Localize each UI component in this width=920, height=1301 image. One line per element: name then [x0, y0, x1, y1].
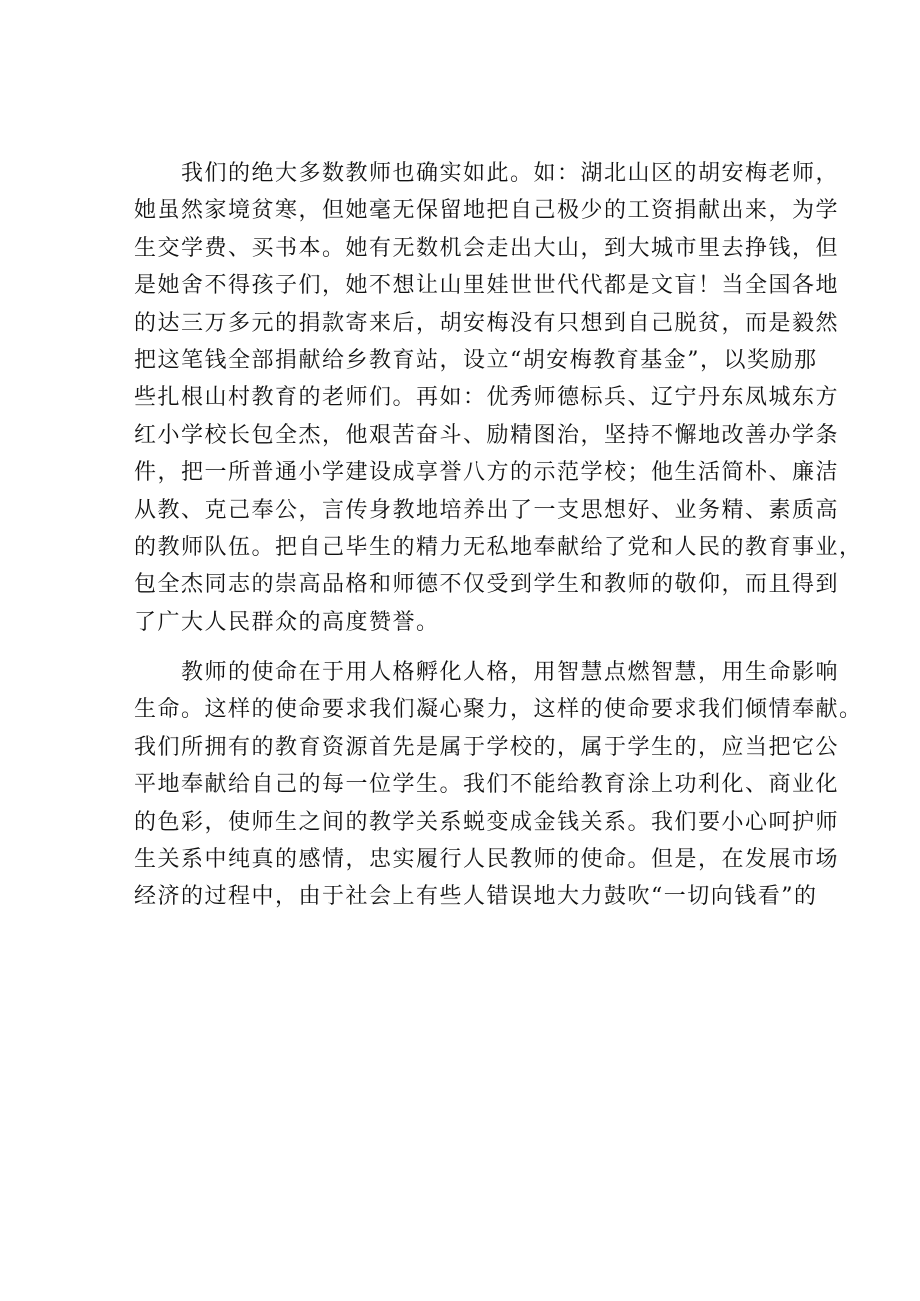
text-line: 件，把一所普通小学建设成享誉八方的示范学校；他生活简朴、廉洁 — [134, 460, 840, 486]
text-line: 把这笔钱全部捐献给乡教育站，设立“胡安梅教育基金”，以奖励那 — [134, 347, 818, 373]
document-body — [134, 155, 863, 916]
text-line: 教师的使命在于用人格孵化人格，用智慧点燃智慧，用生命影响 — [181, 660, 840, 686]
text-line: 红小学校长包全杰，他艰苦奋斗、励精图治，坚持不懈地改善办学条 — [134, 422, 840, 448]
text-line: 她虽然家境贫寒，但她毫无保留地把自己极少的工资捐献出来，为学 — [134, 198, 840, 224]
text-line: 我们的绝大多数教师也确实如此。如：湖北山区的胡安梅老师， — [181, 161, 840, 186]
text-line: 的色彩，使师生之间的教学关系蜕变成金钱关系。我们要小心呵护师 — [134, 809, 840, 835]
paragraph-2 — [134, 654, 863, 916]
text-line: 是她舍不得孩子们，她不想让山里娃世世代代都是文盲！当全国各地 — [134, 273, 840, 299]
text-line: 的达三万多元的捐款寄来后，胡安梅没有只想到自己脱贫，而是毅然 — [134, 310, 840, 336]
text-line: 的教师队伍。把自己毕生的精力无私地奉献给了党和人民的教育事业， — [134, 534, 863, 560]
text-line: 我们所拥有的教育资源首先是属于学校的，属于学生的，应当把它公 — [134, 734, 840, 760]
text-line: 生关系中纯真的感情，忠实履行人民教师的使命。但是，在发展市场 — [134, 847, 840, 873]
paragraph-spacer — [134, 641, 806, 654]
text-line: 平地奉献给自己的每一位学生。我们不能给教育涂上功利化、商业化 — [134, 772, 840, 798]
text-line: 了广大人民群众的高度赞誉。 — [134, 609, 440, 635]
text-line: 经济的过程中，由于社会上有些人错误地大力鼓吹“一切向钱看”的 — [134, 884, 818, 910]
paragraph-1 — [134, 155, 863, 641]
text-line: 包全杰同志的崇高品格和师德不仅受到学生和教师的敬仰，而且得到 — [134, 572, 840, 598]
text-line: 从教、克己奉公，言传身教地培养出了一支思想好、业务精、素质高 — [134, 497, 840, 523]
text-line: 生交学费、买书本。她有无数机会走出大山，到大城市里去挣钱，但 — [134, 235, 840, 261]
text-line: 些扎根山村教育的老师们。再如：优秀师德标兵、辽宁丹东凤城东方 — [134, 385, 840, 411]
text-line: 生命。这样的使命要求我们凝心聚力，这样的使命要求我们倾情奉献。 — [134, 697, 863, 723]
